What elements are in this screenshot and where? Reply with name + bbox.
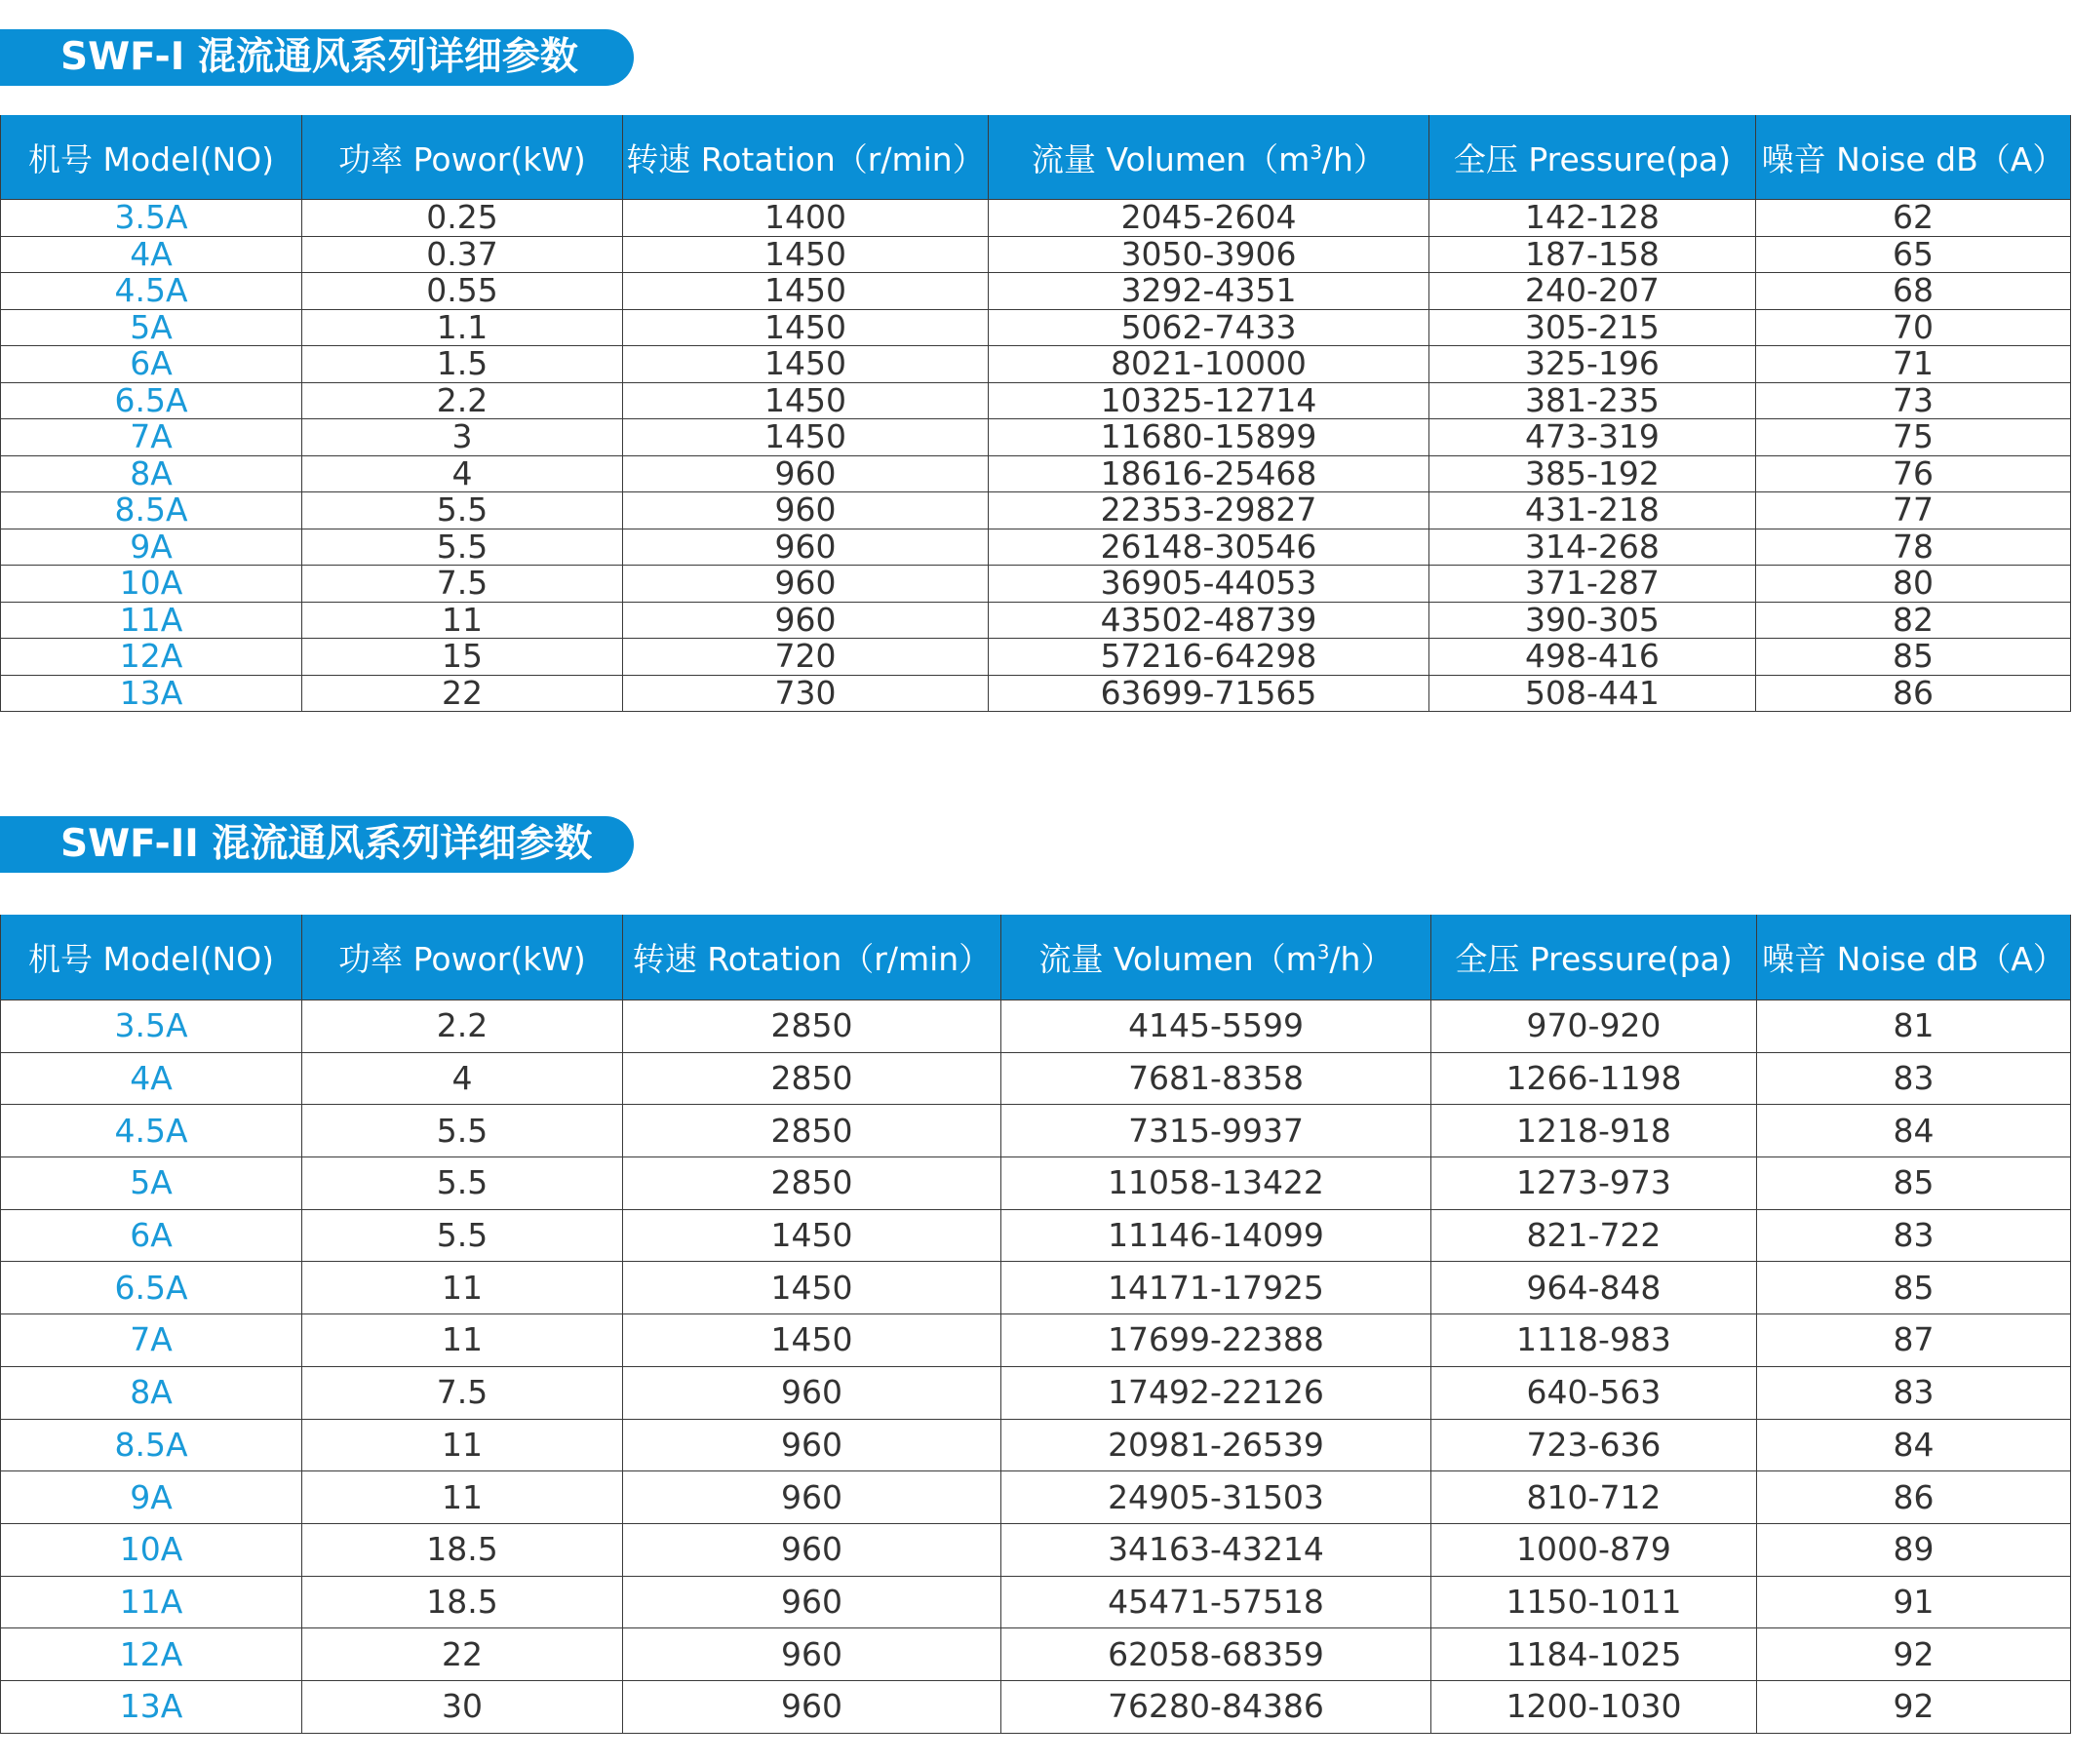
- cell-model: 11A: [1, 1576, 302, 1628]
- cell-rotation: 960: [623, 602, 989, 639]
- cell-pressure: 1273-973: [1431, 1157, 1757, 1210]
- cell-power: 3: [302, 419, 623, 456]
- section-title: SWF-I 混流通风系列详细参数: [0, 29, 634, 86]
- table-row: [1, 1000, 2071, 1053]
- table-row: [1, 1419, 2071, 1471]
- cell-rotation: 960: [623, 1628, 1001, 1681]
- table-row: [1, 346, 2071, 383]
- header-volume-unit: /h）: [1321, 139, 1386, 178]
- cell-rotation: 730: [623, 675, 989, 712]
- cell-model: 3.5A: [1, 1000, 302, 1053]
- cell-volume: 62058-68359: [1001, 1628, 1431, 1681]
- table-body: [1, 200, 2071, 712]
- cell-pressure: 810-712: [1431, 1471, 1757, 1524]
- cell-power: 0.25: [302, 200, 623, 237]
- cell-power: 5.5: [302, 529, 623, 566]
- cell-rotation: 1450: [623, 382, 989, 419]
- table-row: [1, 602, 2071, 639]
- cell-rotation: 2850: [623, 1000, 1001, 1053]
- cell-pressure: 325-196: [1429, 346, 1756, 383]
- cell-noise: 83: [1757, 1366, 2071, 1419]
- table-row: [1, 1105, 2071, 1157]
- table-row: [1, 273, 2071, 310]
- cell-pressure: 1184-1025: [1431, 1628, 1757, 1681]
- cell-model: 12A: [1, 1628, 302, 1681]
- cell-rotation: 2850: [623, 1105, 1001, 1157]
- cell-pressure: 640-563: [1431, 1366, 1757, 1419]
- cell-pressure: 305-215: [1429, 309, 1756, 346]
- cell-noise: 68: [1756, 273, 2071, 310]
- table-row: [1, 309, 2071, 346]
- cell-model: 12A: [1, 639, 302, 676]
- table-row: [1, 1209, 2071, 1262]
- cell-model: 6A: [1, 346, 302, 383]
- cell-pressure: 498-416: [1429, 639, 1756, 676]
- table-row: [1, 1576, 2071, 1628]
- table-row: [1, 455, 2071, 492]
- table-header-row: [1, 115, 2071, 200]
- header-pressure: 全压 Pressure(pa): [1431, 915, 1757, 1000]
- cell-model: 7A: [1, 1314, 302, 1367]
- header-volume-text: 流量 Volumen（m: [1032, 139, 1310, 178]
- cell-volume: 11146-14099: [1001, 1209, 1431, 1262]
- header-volume: [989, 115, 1429, 200]
- header-pressure: 全压 Pressure(pa): [1429, 115, 1756, 200]
- cell-volume: 45471-57518: [1001, 1576, 1431, 1628]
- cell-volume: 43502-48739: [989, 602, 1429, 639]
- cell-model: 9A: [1, 529, 302, 566]
- cell-pressure: 473-319: [1429, 419, 1756, 456]
- cell-power: 5.5: [302, 492, 623, 529]
- cell-volume: 11680-15899: [989, 419, 1429, 456]
- cell-noise: 75: [1756, 419, 2071, 456]
- cell-rotation: 1450: [623, 1209, 1001, 1262]
- cell-power: 11: [302, 1314, 623, 1367]
- cell-volume: 5062-7433: [989, 309, 1429, 346]
- spec-table-swf-ii: [0, 915, 2071, 1734]
- cell-noise: 80: [1756, 566, 2071, 603]
- cell-power: 1.5: [302, 346, 623, 383]
- cell-model: 6.5A: [1, 1262, 302, 1314]
- cell-volume: 10325-12714: [989, 382, 1429, 419]
- cell-pressure: 142-128: [1429, 200, 1756, 237]
- cell-rotation: 960: [623, 455, 989, 492]
- cell-power: 4: [302, 455, 623, 492]
- cell-rotation: 720: [623, 639, 989, 676]
- cell-volume: 57216-64298: [989, 639, 1429, 676]
- cell-model: 4A: [1, 236, 302, 273]
- cell-rotation: 1450: [623, 273, 989, 310]
- cell-volume: 7681-8358: [1001, 1052, 1431, 1105]
- cell-noise: 92: [1757, 1680, 2071, 1733]
- cell-volume: 4145-5599: [1001, 1000, 1431, 1053]
- cell-pressure: 1000-879: [1431, 1523, 1757, 1576]
- header-power: 功率 Powor(kW): [302, 115, 623, 200]
- cell-noise: 84: [1757, 1105, 2071, 1157]
- cell-pressure: 431-218: [1429, 492, 1756, 529]
- cell-pressure: 314-268: [1429, 529, 1756, 566]
- table-body: [1, 1000, 2071, 1734]
- cell-power: 1.1: [302, 309, 623, 346]
- cell-rotation: 960: [623, 1680, 1001, 1733]
- cell-pressure: 723-636: [1431, 1419, 1757, 1471]
- cell-power: 11: [302, 1419, 623, 1471]
- cell-model: 8.5A: [1, 492, 302, 529]
- header-noise: 噪音 Noise dB（A）: [1756, 115, 2071, 200]
- cell-rotation: 1450: [623, 1314, 1001, 1367]
- table-row: [1, 529, 2071, 566]
- cell-noise: 65: [1756, 236, 2071, 273]
- header-volume-sup: 3: [1310, 140, 1322, 164]
- cell-power: 15: [302, 639, 623, 676]
- cell-power: 2.2: [302, 382, 623, 419]
- cell-noise: 83: [1757, 1052, 2071, 1105]
- cell-rotation: 2850: [623, 1052, 1001, 1105]
- cell-model: 13A: [1, 675, 302, 712]
- cell-power: 7.5: [302, 1366, 623, 1419]
- cell-volume: 3292-4351: [989, 273, 1429, 310]
- header-power: 功率 Powor(kW): [302, 915, 623, 1000]
- cell-power: 18.5: [302, 1523, 623, 1576]
- cell-model: 13A: [1, 1680, 302, 1733]
- table-row: [1, 1628, 2071, 1681]
- table-row: [1, 639, 2071, 676]
- table-row: [1, 492, 2071, 529]
- header-model: 机号 Model(NO): [1, 915, 302, 1000]
- cell-noise: 78: [1756, 529, 2071, 566]
- table-row: [1, 1262, 2071, 1314]
- cell-volume: 24905-31503: [1001, 1471, 1431, 1524]
- cell-power: 2.2: [302, 1000, 623, 1053]
- table-row: [1, 1680, 2071, 1733]
- cell-rotation: 1450: [623, 419, 989, 456]
- table-row: [1, 1366, 2071, 1419]
- cell-rotation: 1450: [623, 1262, 1001, 1314]
- table-row: [1, 1523, 2071, 1576]
- section-title: SWF-II 混流通风系列详细参数: [0, 816, 634, 873]
- cell-rotation: 1400: [623, 200, 989, 237]
- cell-volume: 36905-44053: [989, 566, 1429, 603]
- cell-volume: 2045-2604: [989, 200, 1429, 237]
- header-noise: 噪音 Noise dB（A）: [1757, 915, 2071, 1000]
- cell-volume: 63699-71565: [989, 675, 1429, 712]
- cell-rotation: 960: [623, 1576, 1001, 1628]
- cell-rotation: 960: [623, 1523, 1001, 1576]
- cell-rotation: 1450: [623, 346, 989, 383]
- cell-volume: 34163-43214: [1001, 1523, 1431, 1576]
- table-row: [1, 675, 2071, 712]
- cell-model: 8A: [1, 455, 302, 492]
- table-row: [1, 200, 2071, 237]
- cell-model: 10A: [1, 1523, 302, 1576]
- cell-pressure: 381-235: [1429, 382, 1756, 419]
- cell-model: 4A: [1, 1052, 302, 1105]
- cell-power: 30: [302, 1680, 623, 1733]
- cell-model: 6A: [1, 1209, 302, 1262]
- header-model: 机号 Model(NO): [1, 115, 302, 200]
- cell-pressure: 1118-983: [1431, 1314, 1757, 1367]
- cell-pressure: 240-207: [1429, 273, 1756, 310]
- cell-pressure: 1200-1030: [1431, 1680, 1757, 1733]
- cell-power: 11: [302, 1262, 623, 1314]
- cell-power: 11: [302, 1471, 623, 1524]
- header-volume: [1001, 915, 1431, 1000]
- cell-noise: 86: [1756, 675, 2071, 712]
- table-row: [1, 236, 2071, 273]
- cell-noise: 81: [1757, 1000, 2071, 1053]
- cell-volume: 22353-29827: [989, 492, 1429, 529]
- table-row: [1, 1314, 2071, 1367]
- table-row: [1, 1471, 2071, 1524]
- cell-volume: 17699-22388: [1001, 1314, 1431, 1367]
- cell-rotation: 960: [623, 1366, 1001, 1419]
- cell-model: 4.5A: [1, 273, 302, 310]
- cell-pressure: 970-920: [1431, 1000, 1757, 1053]
- cell-volume: 11058-13422: [1001, 1157, 1431, 1210]
- cell-volume: 8021-10000: [989, 346, 1429, 383]
- section-swf-ii: [0, 816, 2073, 1726]
- cell-power: 0.55: [302, 273, 623, 310]
- cell-noise: 86: [1757, 1471, 2071, 1524]
- cell-model: 9A: [1, 1471, 302, 1524]
- cell-power: 11: [302, 602, 623, 639]
- cell-rotation: 960: [623, 1419, 1001, 1471]
- cell-power: 5.5: [302, 1157, 623, 1210]
- cell-noise: 77: [1756, 492, 2071, 529]
- cell-volume: 14171-17925: [1001, 1262, 1431, 1314]
- cell-model: 5A: [1, 1157, 302, 1210]
- cell-model: 8A: [1, 1366, 302, 1419]
- cell-noise: 82: [1756, 602, 2071, 639]
- cell-noise: 73: [1756, 382, 2071, 419]
- cell-noise: 92: [1757, 1628, 2071, 1681]
- header-volume-text: 流量 Volumen（m: [1038, 940, 1317, 978]
- cell-pressure: 1266-1198: [1431, 1052, 1757, 1105]
- table-row: [1, 566, 2071, 603]
- cell-volume: 20981-26539: [1001, 1419, 1431, 1471]
- cell-volume: 26148-30546: [989, 529, 1429, 566]
- cell-rotation: 1450: [623, 236, 989, 273]
- cell-noise: 85: [1757, 1262, 2071, 1314]
- header-rotation: 转速 Rotation（r/min）: [623, 115, 989, 200]
- table-header-row: [1, 915, 2071, 1000]
- cell-power: 7.5: [302, 566, 623, 603]
- cell-pressure: 187-158: [1429, 236, 1756, 273]
- cell-model: 6.5A: [1, 382, 302, 419]
- cell-volume: 18616-25468: [989, 455, 1429, 492]
- cell-noise: 70: [1756, 309, 2071, 346]
- cell-power: 22: [302, 675, 623, 712]
- cell-volume: 3050-3906: [989, 236, 1429, 273]
- cell-model: 11A: [1, 602, 302, 639]
- cell-noise: 91: [1757, 1576, 2071, 1628]
- cell-power: 18.5: [302, 1576, 623, 1628]
- cell-model: 5A: [1, 309, 302, 346]
- header-volume-unit: /h）: [1329, 940, 1393, 978]
- cell-rotation: 2850: [623, 1157, 1001, 1210]
- table-row: [1, 1157, 2071, 1210]
- cell-noise: 85: [1757, 1157, 2071, 1210]
- cell-pressure: 1150-1011: [1431, 1576, 1757, 1628]
- cell-model: 8.5A: [1, 1419, 302, 1471]
- cell-volume: 7315-9937: [1001, 1105, 1431, 1157]
- cell-noise: 89: [1757, 1523, 2071, 1576]
- cell-pressure: 371-287: [1429, 566, 1756, 603]
- cell-volume: 76280-84386: [1001, 1680, 1431, 1733]
- cell-volume: 17492-22126: [1001, 1366, 1431, 1419]
- cell-power: 4: [302, 1052, 623, 1105]
- cell-rotation: 960: [623, 566, 989, 603]
- header-volume-sup: 3: [1316, 941, 1330, 963]
- cell-noise: 62: [1756, 200, 2071, 237]
- cell-model: 3.5A: [1, 200, 302, 237]
- cell-power: 5.5: [302, 1105, 623, 1157]
- cell-rotation: 960: [623, 492, 989, 529]
- cell-noise: 87: [1757, 1314, 2071, 1367]
- cell-noise: 84: [1757, 1419, 2071, 1471]
- cell-pressure: 1218-918: [1431, 1105, 1757, 1157]
- cell-noise: 76: [1756, 455, 2071, 492]
- header-rotation: 转速 Rotation（r/min）: [623, 915, 1001, 1000]
- cell-pressure: 508-441: [1429, 675, 1756, 712]
- cell-rotation: 1450: [623, 309, 989, 346]
- cell-pressure: 385-192: [1429, 455, 1756, 492]
- cell-pressure: 390-305: [1429, 602, 1756, 639]
- cell-noise: 85: [1756, 639, 2071, 676]
- section-swf-i: [0, 29, 2073, 712]
- table-row: [1, 1052, 2071, 1105]
- table-row: [1, 382, 2071, 419]
- cell-model: 7A: [1, 419, 302, 456]
- cell-noise: 71: [1756, 346, 2071, 383]
- spec-table-swf-i: [0, 115, 2071, 712]
- cell-pressure: 821-722: [1431, 1209, 1757, 1262]
- cell-model: 4.5A: [1, 1105, 302, 1157]
- cell-model: 10A: [1, 566, 302, 603]
- cell-noise: 83: [1757, 1209, 2071, 1262]
- table-row: [1, 419, 2071, 456]
- cell-rotation: 960: [623, 529, 989, 566]
- cell-rotation: 960: [623, 1471, 1001, 1524]
- cell-power: 0.37: [302, 236, 623, 273]
- cell-power: 5.5: [302, 1209, 623, 1262]
- cell-pressure: 964-848: [1431, 1262, 1757, 1314]
- cell-power: 22: [302, 1628, 623, 1681]
